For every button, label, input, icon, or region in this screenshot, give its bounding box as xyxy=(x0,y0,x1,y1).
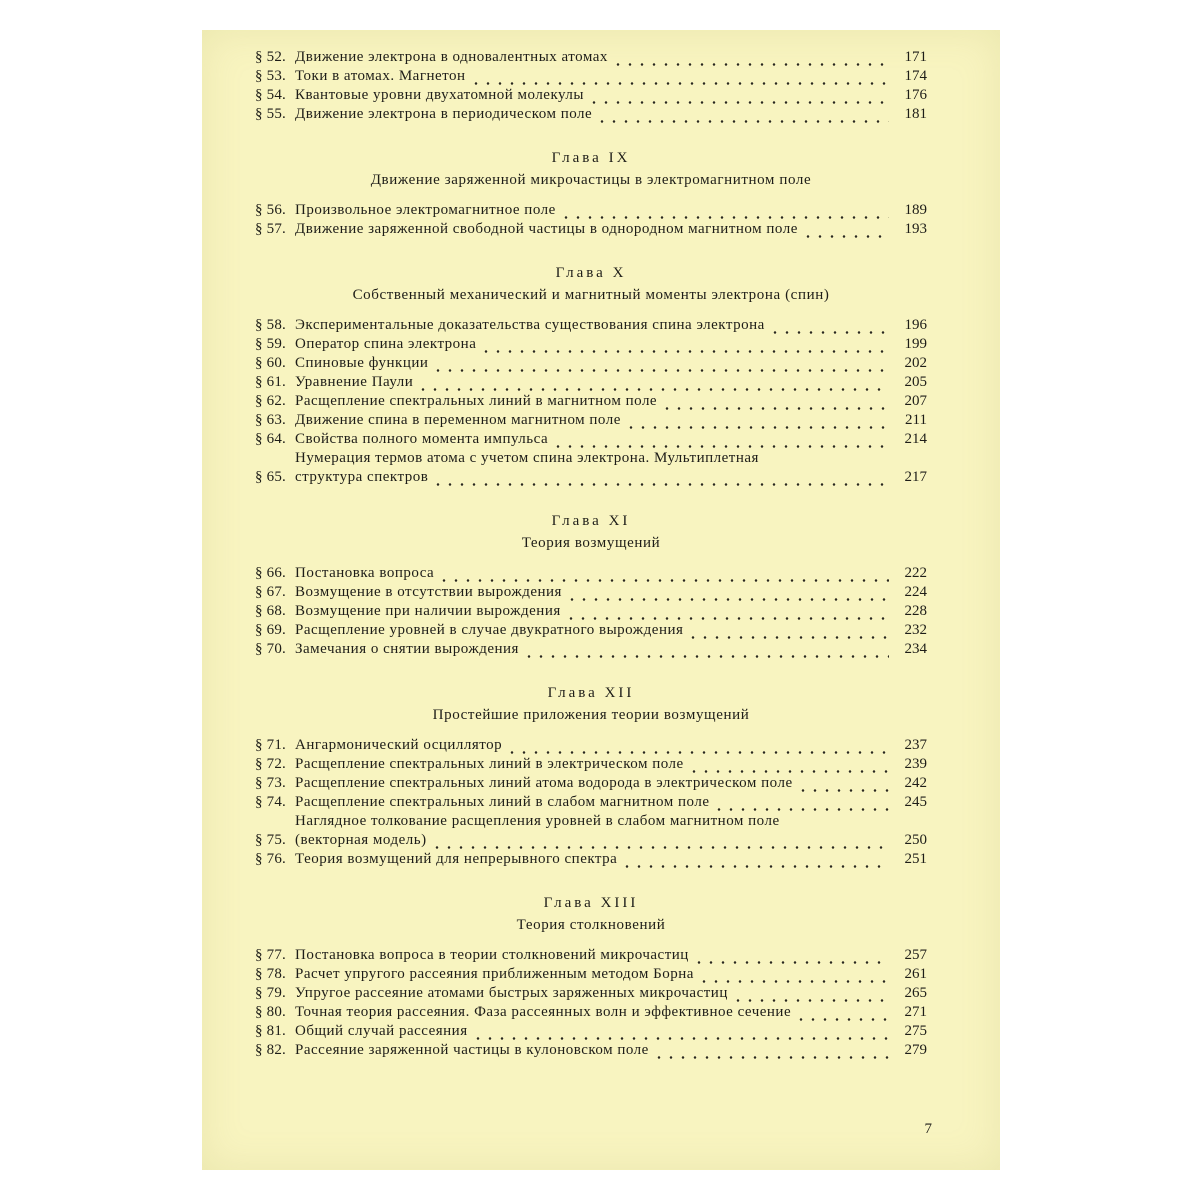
entry-last-line xyxy=(295,354,893,373)
entry-page-number: 174 xyxy=(904,68,927,84)
section-number: § 70. xyxy=(255,641,286,657)
entry-title: Уравнение Паули xyxy=(295,374,414,390)
entry-body xyxy=(295,640,893,659)
entry-title: Упругое рассеяние атомами быстрых заряженных микрочастиц xyxy=(295,985,728,1001)
entry-body xyxy=(295,392,893,411)
section-number: § 61. xyxy=(255,374,286,390)
entry-last-line xyxy=(295,468,893,487)
entry-body xyxy=(295,201,893,220)
entry-last-line xyxy=(295,831,893,850)
section-number: § 65. xyxy=(255,469,286,485)
entry-last-line xyxy=(295,965,893,984)
chapter-title: Теория столкновений xyxy=(516,917,666,933)
entry-last-line xyxy=(295,946,893,965)
entry-page-number: 202 xyxy=(904,355,927,371)
chapter-title: Движение заряженной микрочастицы в электромагнитном поле xyxy=(370,172,812,188)
toc-entry xyxy=(255,335,927,354)
section-number: § 56. xyxy=(255,202,286,218)
section-number: § 73. xyxy=(255,775,286,791)
entry-page-number: 217 xyxy=(904,469,927,485)
entry-page-number: 250 xyxy=(904,832,927,848)
page-number: 7 xyxy=(924,1121,932,1137)
entry-last-line xyxy=(295,220,893,239)
entry-page-number: 239 xyxy=(904,756,927,772)
entry-last-line xyxy=(295,774,893,793)
toc-entry xyxy=(255,316,927,335)
entry-last-line xyxy=(295,583,893,602)
toc-entry xyxy=(255,1041,927,1060)
entry-page-number: 193 xyxy=(904,221,927,237)
entry-last-line xyxy=(295,411,893,430)
section-number: § 75. xyxy=(255,832,286,848)
dot-leader xyxy=(438,569,889,583)
dot-leader xyxy=(713,798,889,812)
entry-last-line xyxy=(295,392,893,411)
entry-title: Расщепление спектральных линий в слабом магнитном поле xyxy=(295,794,710,810)
entry-body xyxy=(295,1041,893,1060)
entry-title: Точная теория рассеяния. Фаза рассеянных волн и эффективное сечение xyxy=(295,1004,792,1020)
dot-leader xyxy=(621,855,889,869)
dot-leader xyxy=(523,645,889,659)
toc-entry xyxy=(255,984,927,1003)
entry-page-number: 275 xyxy=(904,1023,927,1039)
toc-entry xyxy=(255,1022,927,1041)
entry-page-number: 228 xyxy=(904,603,927,619)
entry-last-line xyxy=(295,640,893,659)
toc-entry xyxy=(255,640,927,659)
dot-leader xyxy=(661,397,889,411)
chapter-title: Теория возмущений xyxy=(521,535,661,551)
entry-last-line xyxy=(295,564,893,583)
entry-body xyxy=(295,793,893,812)
toc-entry xyxy=(255,774,927,793)
entry-body xyxy=(295,850,893,869)
dot-leader xyxy=(596,110,889,124)
entry-title: Общий случай рассеяния xyxy=(295,1023,468,1039)
dot-leader xyxy=(566,588,889,602)
dot-leader xyxy=(417,378,889,392)
entry-title: Теория возмущений для непрерывного спектра xyxy=(295,851,618,867)
entry-page-number: 224 xyxy=(904,584,927,600)
section-number: § 72. xyxy=(255,756,286,772)
section-number: § 52. xyxy=(255,49,286,65)
section-number: § 82. xyxy=(255,1042,286,1058)
entry-title: Расщепление спектральных линий в магнитном поле xyxy=(295,393,658,409)
dot-leader xyxy=(431,836,889,850)
entry-last-line xyxy=(295,67,893,86)
entry-body xyxy=(295,316,893,335)
dot-leader xyxy=(480,340,889,354)
chapter-title: Простейшие приложения теории возмущений xyxy=(432,707,750,723)
entry-page-number: 242 xyxy=(904,775,927,791)
entry-title: Замечания о снятии вырождения xyxy=(295,641,519,657)
entry-body xyxy=(295,755,893,774)
chapter-label: Глава XIII xyxy=(543,895,639,911)
section-number: § 55. xyxy=(255,106,286,122)
toc-entry xyxy=(255,583,927,602)
toc-entry xyxy=(255,449,927,487)
entry-title-line: Нумерация термов атома с учетом спина электрона. Мультиплетная xyxy=(295,450,759,466)
entry-title: Движение электрона в одновалентных атомах xyxy=(295,49,608,65)
entry-last-line xyxy=(295,793,893,812)
entry-title: Токи в атомах. Магнетон xyxy=(295,68,466,84)
entry-page-number: 211 xyxy=(905,412,927,428)
entry-body xyxy=(295,1003,893,1022)
dot-leader xyxy=(560,206,889,220)
entry-page-number: 222 xyxy=(904,565,927,581)
toc-entry xyxy=(255,430,927,449)
section-number: § 67. xyxy=(255,584,286,600)
entry-last-line xyxy=(295,373,893,392)
entry-last-line xyxy=(295,1003,893,1022)
section-number: § 57. xyxy=(255,221,286,237)
chapter-label: Глава X xyxy=(555,265,627,281)
entry-title: Оператор спина электрона xyxy=(295,336,477,352)
entry-body xyxy=(295,449,893,487)
toc-entry xyxy=(255,621,927,640)
entry-page-number: 245 xyxy=(904,794,927,810)
section-number: § 69. xyxy=(255,622,286,638)
entry-page-number: 234 xyxy=(904,641,927,657)
section-number: § 68. xyxy=(255,603,286,619)
chapter-label: Глава XI xyxy=(551,513,631,529)
dot-leader xyxy=(612,53,889,67)
entry-body xyxy=(295,946,893,965)
toc-entry xyxy=(255,736,927,755)
entry-page-number: 279 xyxy=(904,1042,927,1058)
entry-page-number: 251 xyxy=(904,851,927,867)
entry-page-number: 171 xyxy=(904,49,927,65)
entry-body xyxy=(295,583,893,602)
section-number: § 58. xyxy=(255,317,286,333)
entry-title: Расчет упругого рассеяния приближенным методом Борна xyxy=(295,966,694,982)
dot-leader xyxy=(472,1027,889,1041)
entry-page-number: 196 xyxy=(904,317,927,333)
entry-body xyxy=(295,602,893,621)
entry-last-line xyxy=(295,201,893,220)
entry-body xyxy=(295,984,893,1003)
chapter-label: Глава IX xyxy=(551,150,631,166)
entry-body xyxy=(295,335,893,354)
entry-title: Возмущение при наличии вырождения xyxy=(295,603,561,619)
entry-title: Расщепление спектральных линий в электрическом поле xyxy=(295,756,684,772)
entry-title: Расщепление спектральных линий атома водорода в электрическом поле xyxy=(295,775,793,791)
entry-page-number: 261 xyxy=(904,966,927,982)
section-number: § 54. xyxy=(255,87,286,103)
entry-title: Расщепление уровней в случае двукратного вырождения xyxy=(295,622,684,638)
toc-entry xyxy=(255,602,927,621)
toc-entry xyxy=(255,946,927,965)
dot-leader xyxy=(687,626,889,640)
toc-entry xyxy=(255,850,927,869)
entry-body xyxy=(295,812,893,850)
toc-entry xyxy=(255,67,927,86)
dot-leader xyxy=(552,435,889,449)
entry-body xyxy=(295,86,893,105)
section-number: § 80. xyxy=(255,1004,286,1020)
section-number: § 63. xyxy=(255,412,286,428)
section-number: § 66. xyxy=(255,565,286,581)
dot-leader xyxy=(588,91,889,105)
entry-page-number: 199 xyxy=(904,336,927,352)
dot-leader xyxy=(432,359,889,373)
entry-title: Постановка вопроса в теории столкновений микрочастиц xyxy=(295,947,689,963)
entry-title: Квантовые уровни двухатомной молекулы xyxy=(295,87,584,103)
entry-body xyxy=(295,965,893,984)
section-number: § 76. xyxy=(255,851,286,867)
dot-leader xyxy=(688,760,889,774)
dot-leader xyxy=(625,416,889,430)
entry-last-line xyxy=(295,755,893,774)
entry-page-number: 205 xyxy=(904,374,927,390)
entry-title: Возмущение в отсутствии вырождения xyxy=(295,584,562,600)
toc-entry xyxy=(255,1003,927,1022)
toc-entry xyxy=(255,755,927,774)
entry-body xyxy=(295,373,893,392)
dot-leader xyxy=(693,951,889,965)
toc-entry xyxy=(255,411,927,430)
entry-body xyxy=(295,1022,893,1041)
entry-page-number: 214 xyxy=(904,431,927,447)
section-number: § 62. xyxy=(255,393,286,409)
toc-entry xyxy=(255,86,927,105)
entry-body xyxy=(295,430,893,449)
dot-leader xyxy=(732,989,889,1003)
entry-title: структура спектров xyxy=(295,469,429,485)
entry-last-line xyxy=(295,48,893,67)
entry-body xyxy=(295,354,893,373)
dot-leader xyxy=(565,607,889,621)
book-page xyxy=(202,30,1000,1170)
toc-entry xyxy=(255,812,927,850)
entry-title: Ангармонический осциллятор xyxy=(295,737,503,753)
chapter-title: Собственный механический и магнитный моменты электрона (спин) xyxy=(352,287,830,303)
section-number: § 59. xyxy=(255,336,286,352)
section-number: § 71. xyxy=(255,737,286,753)
dot-leader xyxy=(795,1008,889,1022)
section-number: § 81. xyxy=(255,1023,286,1039)
section-number: § 77. xyxy=(255,947,286,963)
entry-title: Спиновые функции xyxy=(295,355,429,371)
entry-title: Движение электрона в периодическом поле xyxy=(295,106,593,122)
section-number: § 74. xyxy=(255,794,286,810)
entry-body xyxy=(295,67,893,86)
entry-page-number: 189 xyxy=(904,202,927,218)
section-number: § 64. xyxy=(255,431,286,447)
toc-entry xyxy=(255,220,927,239)
toc-entry xyxy=(255,354,927,373)
dot-leader xyxy=(506,741,889,755)
entry-last-line xyxy=(295,602,893,621)
chapter-label: Глава XII xyxy=(547,685,635,701)
entry-page-number: 237 xyxy=(904,737,927,753)
entry-page-number: 265 xyxy=(904,985,927,1001)
section-number: § 53. xyxy=(255,68,286,84)
section-number: § 78. xyxy=(255,966,286,982)
dot-leader xyxy=(432,473,889,487)
entry-title-line: Наглядное толкование расщепления уровней в слабом магнитном поле xyxy=(295,813,780,829)
table-of-contents xyxy=(255,48,927,1060)
entry-page-number: 271 xyxy=(904,1004,927,1020)
dot-leader xyxy=(802,225,889,239)
section-number: § 79. xyxy=(255,985,286,1001)
entry-title: Экспериментальные доказательства существования спина электрона xyxy=(295,317,765,333)
entry-last-line xyxy=(295,86,893,105)
entry-page-number: 232 xyxy=(904,622,927,638)
entry-last-line xyxy=(295,1041,893,1060)
dot-leader xyxy=(470,72,889,86)
entry-last-line xyxy=(295,621,893,640)
entry-body xyxy=(295,564,893,583)
dot-leader xyxy=(797,779,889,793)
entry-body xyxy=(295,48,893,67)
entry-body xyxy=(295,774,893,793)
toc-entry xyxy=(255,965,927,984)
entry-last-line xyxy=(295,984,893,1003)
entry-body xyxy=(295,220,893,239)
entry-last-line xyxy=(295,316,893,335)
toc-entry xyxy=(255,201,927,220)
entry-title: Рассеяние заряженной частицы в кулоновском поле xyxy=(295,1042,649,1058)
entry-body xyxy=(295,105,893,124)
entry-body xyxy=(295,621,893,640)
entry-last-line xyxy=(295,335,893,354)
toc-entry xyxy=(255,564,927,583)
entry-last-line xyxy=(295,736,893,755)
entry-last-line xyxy=(295,1022,893,1041)
entry-title: Постановка вопроса xyxy=(295,565,435,581)
entry-last-line xyxy=(295,850,893,869)
dot-leader xyxy=(653,1046,889,1060)
toc-entry xyxy=(255,392,927,411)
dot-leader xyxy=(769,321,889,335)
entry-last-line xyxy=(295,105,893,124)
entry-page-number: 257 xyxy=(904,947,927,963)
entry-page-number: 207 xyxy=(904,393,927,409)
section-number: § 60. xyxy=(255,355,286,371)
entry-page-number: 181 xyxy=(904,106,927,122)
entry-last-line xyxy=(295,430,893,449)
entry-body xyxy=(295,736,893,755)
toc-entry xyxy=(255,373,927,392)
entry-title: (векторная модель) xyxy=(295,832,427,848)
entry-title: Свойства полного момента импульса xyxy=(295,431,549,447)
entry-title: Произвольное электромагнитное поле xyxy=(295,202,556,218)
entry-title: Движение заряженной свободной частицы в однородном магнитном поле xyxy=(295,221,798,237)
entry-page-number: 176 xyxy=(904,87,927,103)
toc-entry xyxy=(255,793,927,812)
toc-entry xyxy=(255,105,927,124)
entry-title: Движение спина в переменном магнитном поле xyxy=(295,412,621,428)
toc-entry xyxy=(255,48,927,67)
dot-leader xyxy=(698,970,889,984)
entry-body xyxy=(295,411,893,430)
